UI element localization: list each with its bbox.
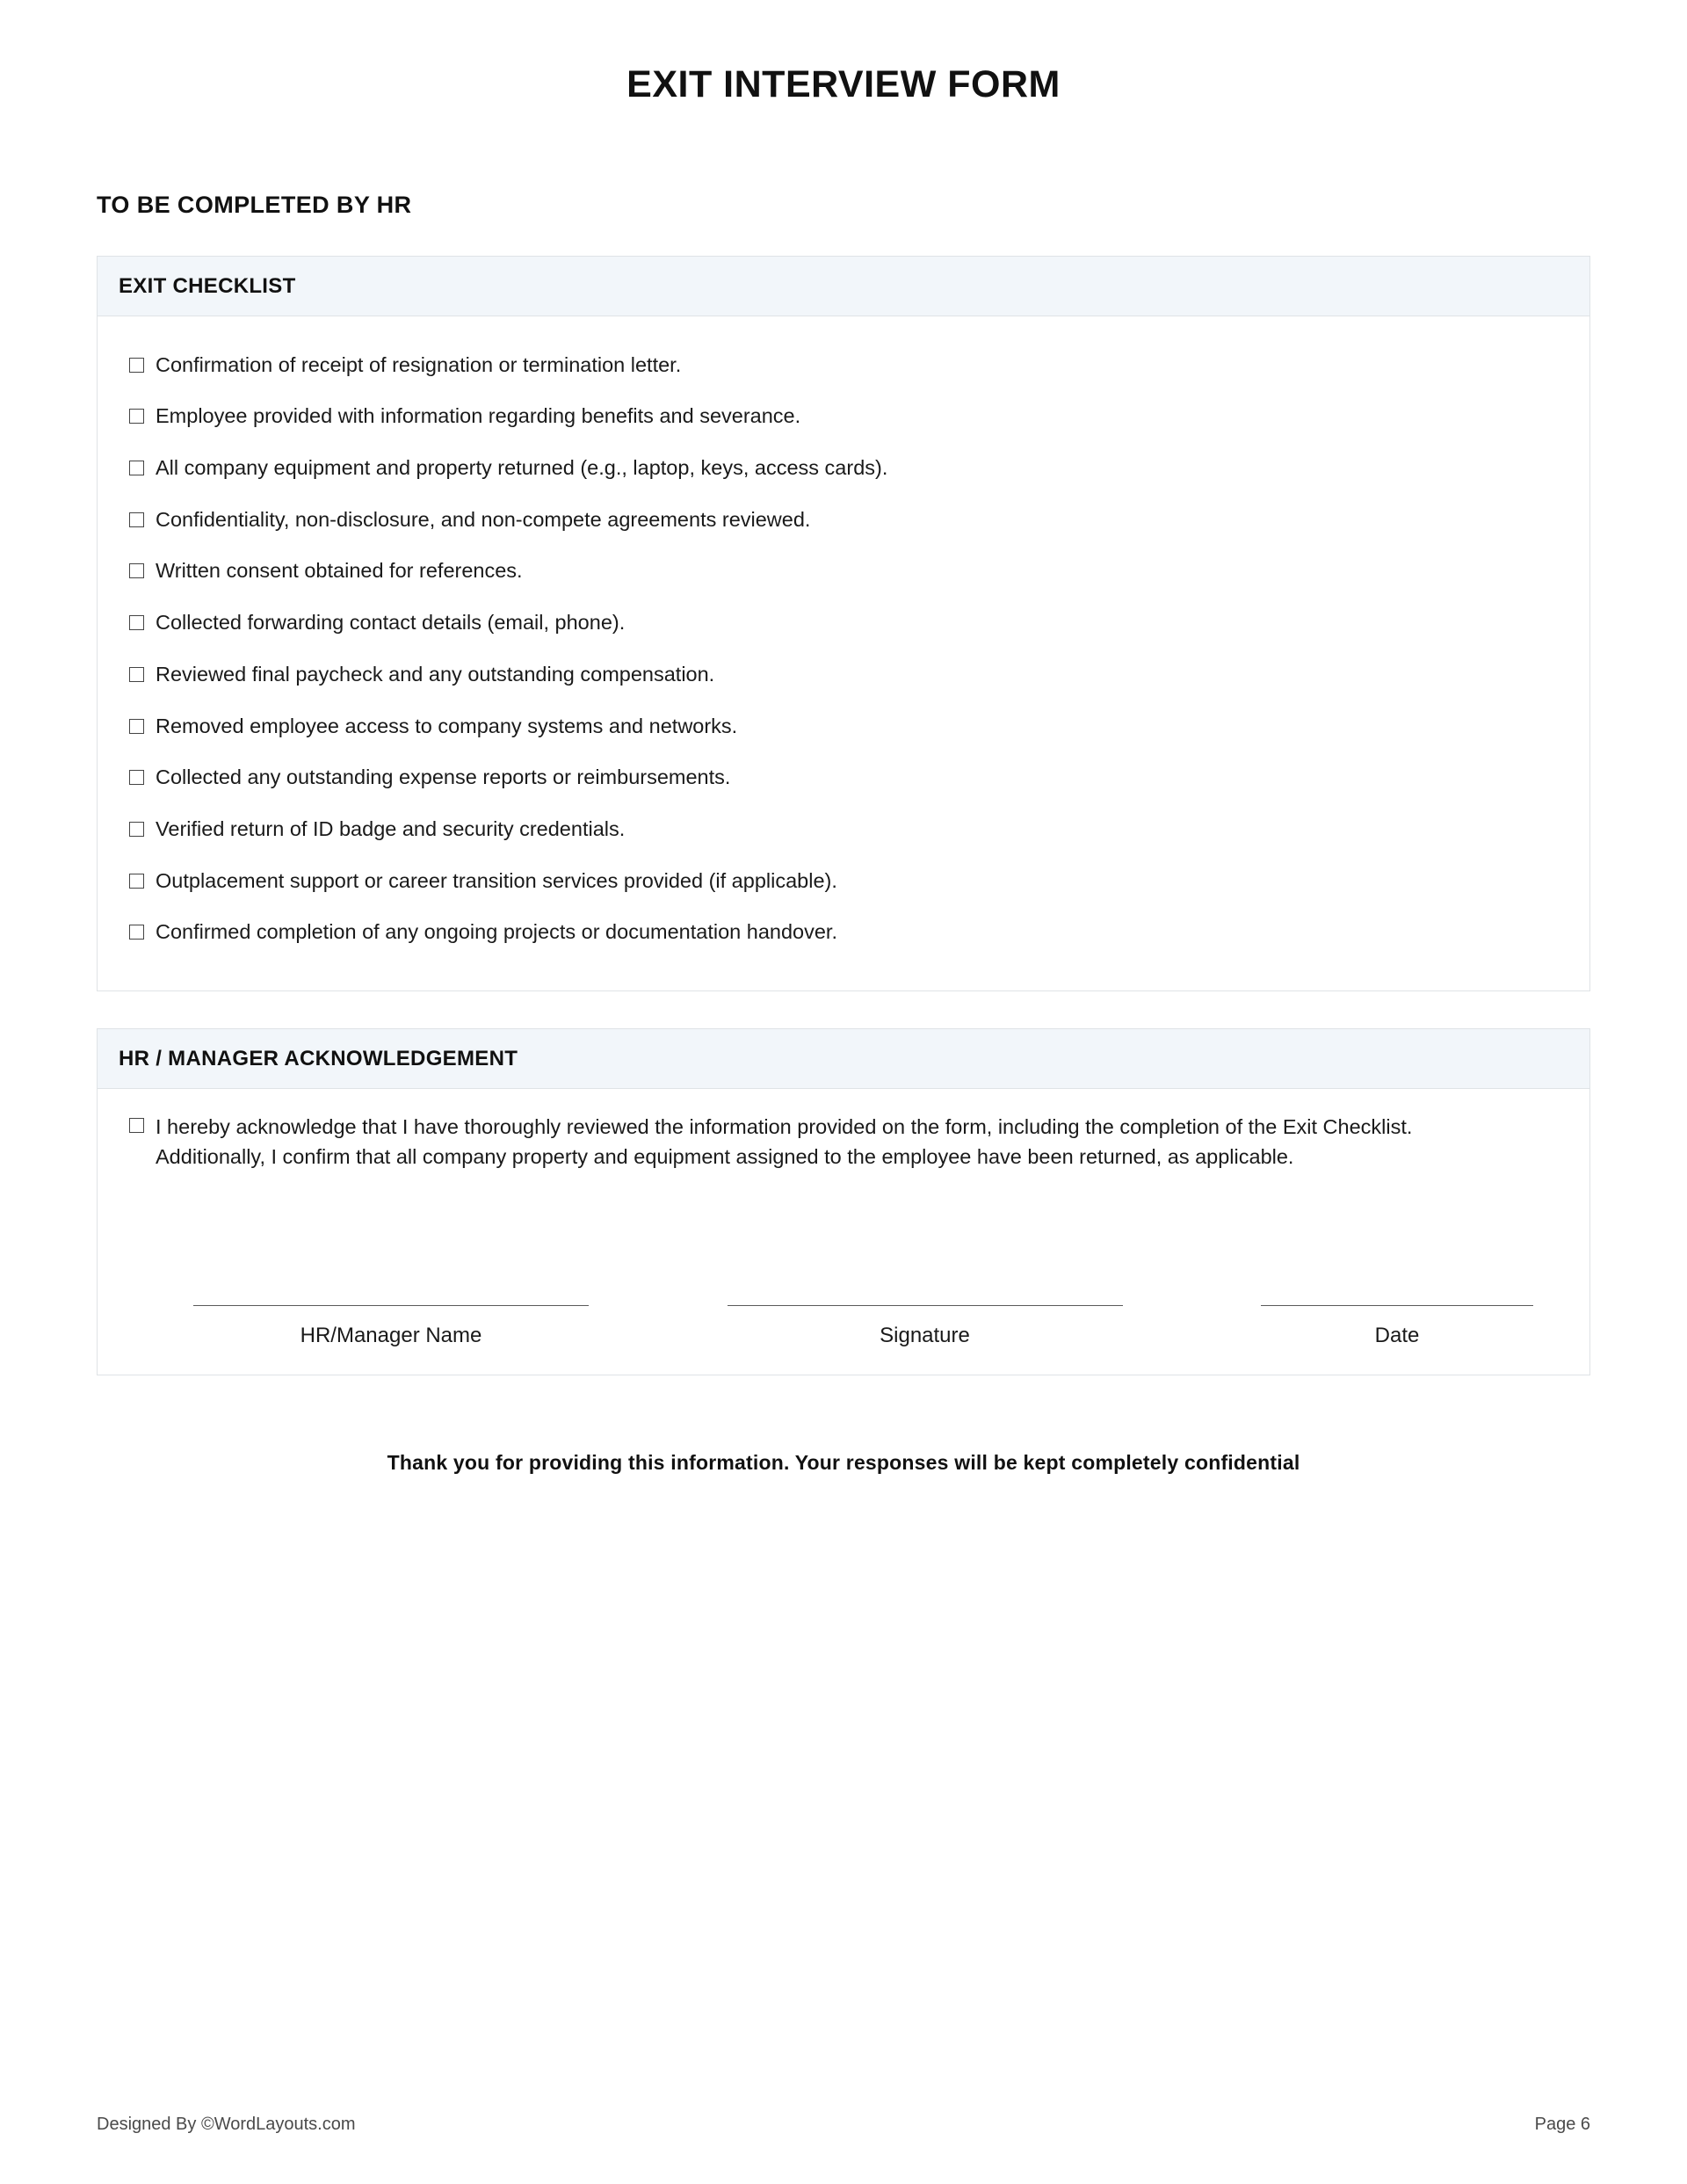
page-footer: [97, 2115, 1590, 2135]
checkbox-icon[interactable]: [129, 925, 144, 940]
checklist-item-label: Collected forwarding contact details (email, phone).: [156, 611, 626, 635]
checkbox-icon[interactable]: [129, 461, 144, 475]
hr-manager-name-input[interactable]: [193, 1304, 589, 1306]
footer-credit: Designed By ©WordLayouts.com: [97, 2115, 356, 2134]
exit-checklist-card: [97, 256, 1590, 991]
footer-page-number: Page 6: [1534, 2115, 1590, 2134]
checkbox-icon[interactable]: [129, 770, 144, 785]
date-input[interactable]: [1261, 1304, 1533, 1306]
list-item[interactable]: [119, 855, 1568, 907]
list-item[interactable]: [119, 803, 1568, 855]
acknowledgement-body: [98, 1089, 1589, 1375]
checklist-item-label: Collected any outstanding expense reports or reimbursements.: [156, 765, 731, 789]
checkbox-icon[interactable]: [129, 358, 144, 373]
thank-you-note: Thank you for providing this information. Your responses will be kept completely confidential: [387, 1451, 1300, 1475]
checkbox-icon[interactable]: [129, 563, 144, 578]
checkbox-icon[interactable]: [129, 667, 144, 682]
checkbox-icon[interactable]: [129, 512, 144, 527]
checklist-item-label: Removed employee access to company systems and networks.: [156, 714, 738, 737]
checklist-item-label: All company equipment and property returned (e.g., laptop, keys, access cards).: [156, 455, 888, 479]
acknowledgement-statement-row[interactable]: [119, 1112, 1568, 1173]
list-item[interactable]: [119, 494, 1568, 546]
signature-label: Signature: [880, 1324, 970, 1348]
checkbox-icon[interactable]: [129, 409, 144, 424]
list-item[interactable]: [119, 546, 1568, 598]
date-label: Date: [1374, 1324, 1420, 1348]
list-item[interactable]: [119, 391, 1568, 443]
list-item[interactable]: [119, 700, 1568, 752]
exit-checklist-header: EXIT CHECKLIST: [98, 257, 1589, 316]
exit-checklist-body: [98, 316, 1589, 990]
section-heading-hr: TO BE COMPLETED BY HR: [97, 192, 412, 218]
list-item[interactable]: [119, 442, 1568, 494]
list-item[interactable]: [119, 339, 1568, 391]
checkbox-icon[interactable]: [129, 719, 144, 734]
signature-field-date: [1261, 1304, 1533, 1348]
checklist-item-label: Outplacement support or career transition services provided (if applicable).: [156, 868, 837, 892]
checkbox-icon[interactable]: [129, 874, 144, 889]
checkbox-icon[interactable]: [129, 1118, 144, 1133]
checklist-item-label: Confidentiality, non-disclosure, and non-compete agreements reviewed.: [156, 507, 811, 531]
signature-input[interactable]: [728, 1304, 1123, 1306]
exit-checklist-items: [119, 339, 1568, 959]
checklist-item-label: Reviewed final paycheck and any outstanding compensation.: [156, 662, 715, 686]
acknowledgement-header: HR / MANAGER ACKNOWLEDGEMENT: [98, 1029, 1589, 1089]
signature-field-signature: [728, 1304, 1123, 1348]
checklist-item-label: Employee provided with information regarding benefits and severance.: [156, 404, 801, 428]
hr-manager-name-label: HR/Manager Name: [300, 1324, 482, 1348]
checklist-item-label: Written consent obtained for references.: [156, 559, 523, 583]
list-item[interactable]: [119, 752, 1568, 804]
checklist-item-label: Confirmation of receipt of resignation or termination letter.: [156, 352, 682, 376]
signature-field-hr-manager-name: [193, 1304, 589, 1348]
acknowledgement-card: [97, 1028, 1590, 1376]
page-title: EXIT INTERVIEW FORM: [626, 63, 1061, 105]
acknowledgement-statement: I hereby acknowledge that I have thoroughly reviewed the information provided on the form, including the completion of the Exit Checklist. Additionally, I confirm that all company property and equipment assigned to the employee have been returned, as applicable.: [156, 1114, 1413, 1169]
signature-row: [193, 1304, 1533, 1348]
checkbox-icon[interactable]: [129, 615, 144, 630]
checklist-item-label: Confirmed completion of any ongoing projects or documentation handover.: [156, 920, 837, 944]
checkbox-icon[interactable]: [129, 822, 144, 837]
list-item[interactable]: [119, 649, 1568, 700]
list-item[interactable]: [119, 598, 1568, 649]
list-item[interactable]: [119, 907, 1568, 959]
checklist-item-label: Verified return of ID badge and security credentials.: [156, 816, 626, 840]
